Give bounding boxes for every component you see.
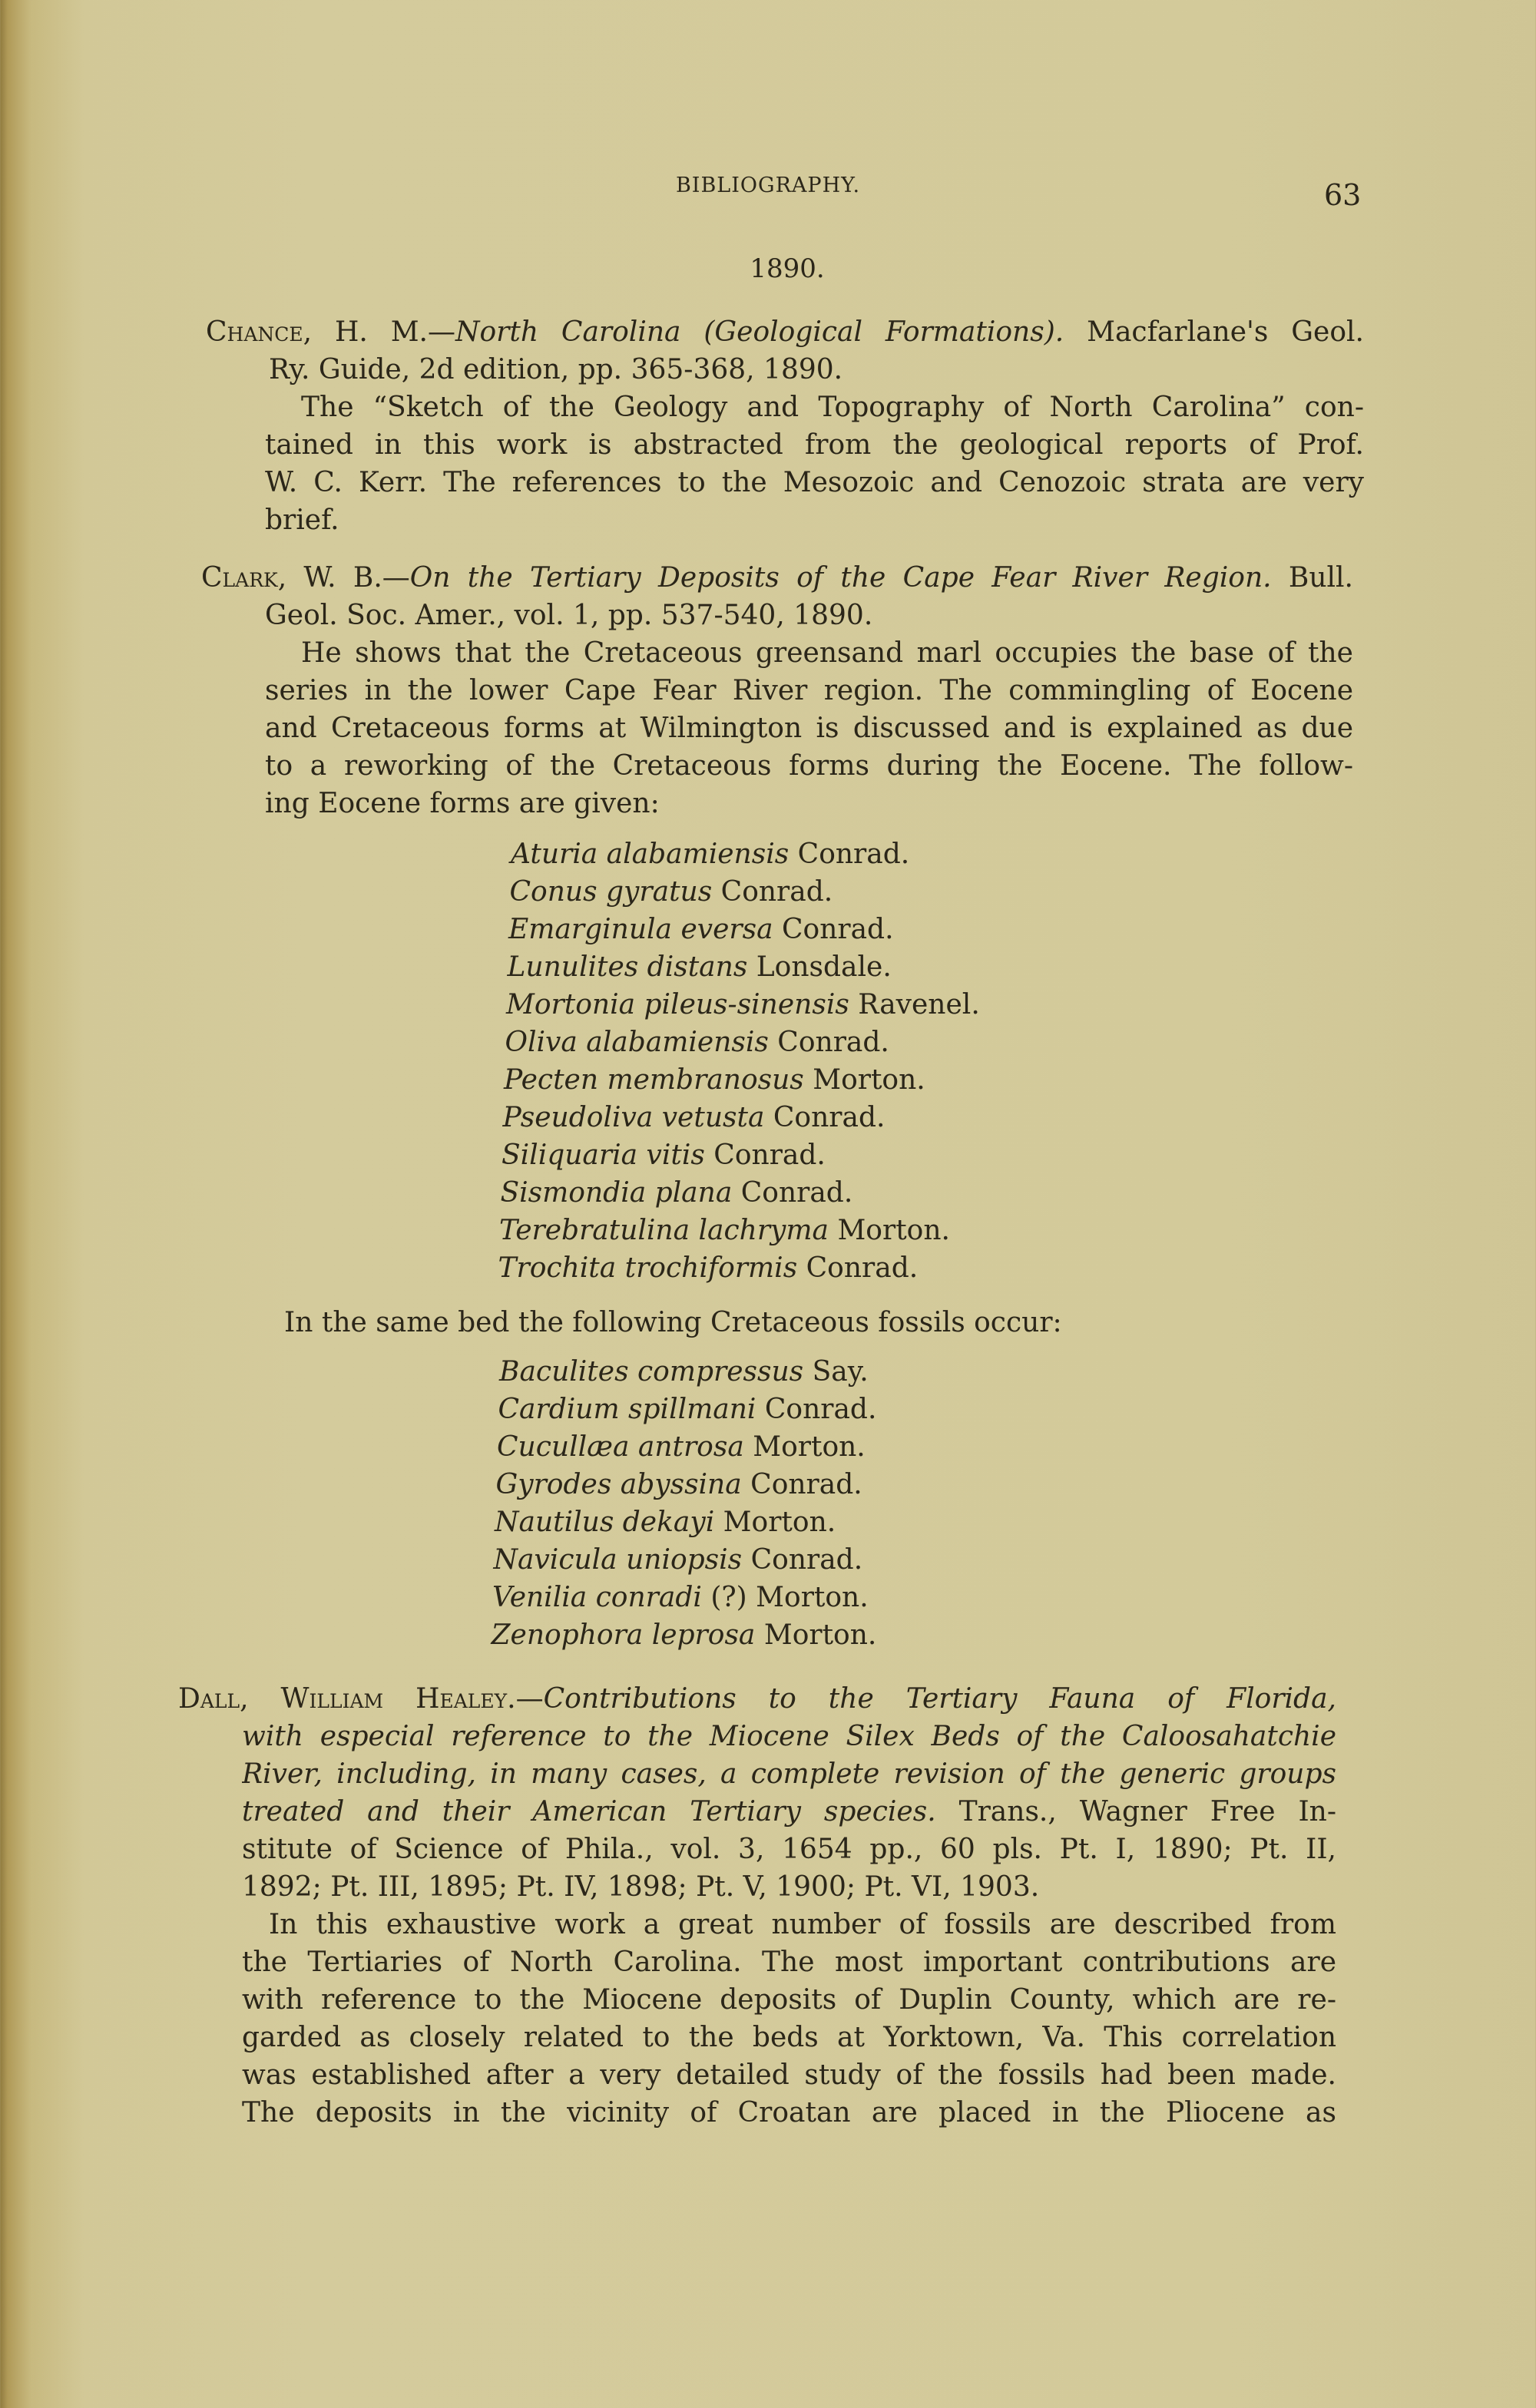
text-line (508, 911, 894, 948)
roman-text: tained in this work is abstracted from the geological reports of Prof. (265, 429, 1364, 461)
italic-title: treated and their American Tertiary species. (242, 1796, 936, 1828)
italic-title: Venilia conradi (492, 1582, 702, 1613)
roman-text: stitute of Science of Phila., vol. 3, 1654 pp., 60 pls. Pt. I, 1890; Pt. II, (242, 1834, 1336, 1865)
text-line (242, 1868, 1039, 1906)
italic-title: Nautilus dekayi (495, 1507, 715, 1538)
italic-title: Oliva alabamiensis (505, 1027, 769, 1058)
roman-text: ing Eocene forms are given: (265, 788, 660, 819)
italic-title: Contributions to the Tertiary Fauna of Florida, (543, 1683, 1336, 1715)
roman-text: brief. (265, 504, 339, 536)
text-line (494, 1541, 863, 1579)
text-line (511, 835, 909, 873)
text-line (504, 1061, 925, 1099)
author-name: Clark (201, 562, 278, 594)
italic-title: Trochita trochiformis (498, 1252, 798, 1284)
roman-text: He shows that the Cretaceous greensand marl occupies the base of the (301, 637, 1353, 669)
italic-title: Terebratulina lachryma (499, 1215, 829, 1246)
text-line (242, 1793, 1336, 1831)
italic-title: Baculites compressus (499, 1356, 804, 1388)
text-line (496, 1466, 862, 1503)
roman-text: (?) Morton. (701, 1582, 869, 1613)
text-line (499, 1212, 950, 1249)
italic-title: North Carolina (Geological Formations). (455, 316, 1064, 348)
text-line (265, 464, 1364, 501)
italic-title: River, including, in many cases, a complete revision of the generic groups (242, 1758, 1336, 1790)
year-heading: 1890. (750, 253, 825, 284)
italic-title: Pecten membranosus (504, 1064, 804, 1096)
text-line (492, 1616, 877, 1654)
roman-text: , H. M.— (303, 316, 455, 348)
roman-text: Conrad. (789, 838, 910, 870)
roman-text: Conrad. (756, 1394, 877, 1425)
roman-text: was established after a very detailed study of the fossils had been made. (242, 2059, 1336, 2091)
roman-text: Morton. (803, 1064, 925, 1096)
text-line (284, 1304, 1062, 1341)
running-head: BIBLIOGRAPHY. (675, 174, 861, 197)
roman-text: Ry. Guide, 2d edition, pp. 365-368, 1890. (269, 354, 843, 385)
roman-text: the Tertiaries of North Carolina. The most important contributions are (242, 1947, 1336, 1978)
roman-text: The “Sketch of the Geology and Topography of North Carolina” con- (301, 392, 1364, 423)
italic-title: Siliquaria vitis (502, 1140, 705, 1171)
roman-text: Morton. (755, 1619, 877, 1651)
roman-text: Conrad. (732, 1177, 853, 1209)
italic-title: Mortonia pileus-sinensis (506, 989, 849, 1020)
roman-text: Morton. (829, 1215, 950, 1246)
text-line (269, 1906, 1336, 1943)
text-line (206, 313, 1364, 351)
italic-title: Conus gyratus (509, 876, 713, 908)
italic-title: Cardium spillmani (498, 1394, 756, 1425)
text-line (242, 2056, 1336, 2094)
roman-text: The deposits in the vicinity of Croatan are placed in the Pliocene as (242, 2097, 1336, 2128)
text-line (498, 1391, 877, 1428)
roman-text: In this exhaustive work a great number of fossils are described from (269, 1909, 1336, 1940)
roman-text: W. C. Kerr. The references to the Mesozoic and Cenozoic strata are very (265, 467, 1364, 498)
text-line (242, 1831, 1336, 1868)
roman-text: Conrad. (712, 876, 833, 908)
italic-title: Sismondia plana (500, 1177, 733, 1209)
text-line (242, 1718, 1336, 1755)
roman-text: Conrad. (742, 1544, 863, 1576)
text-line (301, 389, 1364, 426)
italic-title: On the Tertiary Deposits of the Cape Fear River Region. (409, 562, 1272, 594)
text-line (502, 1136, 826, 1174)
roman-text: , W. B.— (277, 562, 410, 594)
roman-text: Trans., Wagner Free In- (935, 1796, 1336, 1828)
roman-text: Macfarlane's Geol. (1064, 316, 1364, 348)
roman-text: Conrad. (764, 1102, 886, 1133)
text-line (242, 2019, 1336, 2056)
italic-title: Aturia alabamiensis (511, 838, 790, 870)
text-line (201, 559, 1353, 597)
roman-text: with reference to the Miocene deposits of Duplin County, which are re- (242, 1984, 1336, 2016)
italic-title: Gyrodes abyssina (495, 1469, 742, 1500)
text-line (506, 986, 980, 1024)
text-line (265, 785, 660, 822)
text-line (301, 634, 1353, 672)
text-line (242, 1755, 1336, 1793)
roman-text: Say. (803, 1356, 869, 1388)
text-line (497, 1428, 866, 1466)
text-line (508, 948, 892, 986)
text-line (510, 873, 833, 911)
roman-text: Conrad. (704, 1140, 826, 1171)
roman-text: Conrad. (768, 1027, 889, 1058)
author-name: Dall, William Healey (178, 1683, 508, 1715)
text-line (178, 1680, 1336, 1718)
author-name: Chance (206, 316, 303, 348)
text-line (265, 672, 1353, 710)
text-line (492, 1579, 869, 1616)
italic-title: Navicula uniopsis (493, 1544, 743, 1576)
text-line (265, 426, 1364, 464)
text-line (505, 1024, 889, 1061)
text-line (265, 597, 872, 634)
roman-text: Conrad. (797, 1252, 919, 1284)
text-line (242, 2094, 1336, 2132)
roman-text: garded as closely related to the beds at Yorktown, Va. This correlation (242, 2022, 1336, 2053)
text-line (495, 1503, 836, 1541)
text-line (498, 1249, 919, 1287)
italic-title: Cucullæa antrosa (497, 1431, 744, 1463)
roman-text: Bull. (1271, 562, 1353, 594)
text-line (503, 1099, 886, 1136)
roman-text: to a reworking of the Cretaceous forms during the Eocene. The follow- (265, 750, 1353, 782)
text-line (265, 710, 1353, 747)
roman-text: .— (507, 1683, 544, 1715)
roman-text: 1892; Pt. III, 1895; Pt. IV, 1898; Pt. V, 1900; Pt. VI, 1903. (242, 1871, 1040, 1903)
italic-title: with especial reference to the Miocene Silex Beds of the Caloosahatchie (242, 1721, 1336, 1752)
text-line (265, 501, 339, 539)
text-line (265, 747, 1353, 785)
roman-text: In the same bed the following Cretaceous fossils occur: (284, 1307, 1062, 1338)
italic-title: Zenophora leprosa (491, 1619, 756, 1651)
roman-text: Morton. (714, 1507, 836, 1538)
text-line (269, 351, 842, 389)
italic-title: Emarginula eversa (508, 914, 773, 945)
text-line (242, 1943, 1336, 1981)
roman-text: Geol. Soc. Amer., vol. 1, pp. 537-540, 1890. (265, 600, 873, 631)
italic-title: Pseudoliva vetusta (502, 1102, 765, 1133)
page-number: 63 (1324, 178, 1362, 212)
roman-text: Ravenel. (849, 989, 980, 1020)
roman-text: Conrad. (773, 914, 894, 945)
roman-text: Lonsdale. (747, 951, 892, 983)
roman-text: Morton. (743, 1431, 866, 1463)
text-line (499, 1353, 869, 1391)
roman-text: and Cretaceous forms at Wilmington is discussed and is explained as due (265, 713, 1353, 744)
roman-text: Conrad. (741, 1469, 862, 1500)
roman-text: series in the lower Cape Fear River region. The commingling of Eocene (265, 675, 1353, 706)
text-line (242, 1981, 1336, 2019)
italic-title: Lunulites distans (507, 951, 748, 983)
text-line (501, 1174, 853, 1212)
